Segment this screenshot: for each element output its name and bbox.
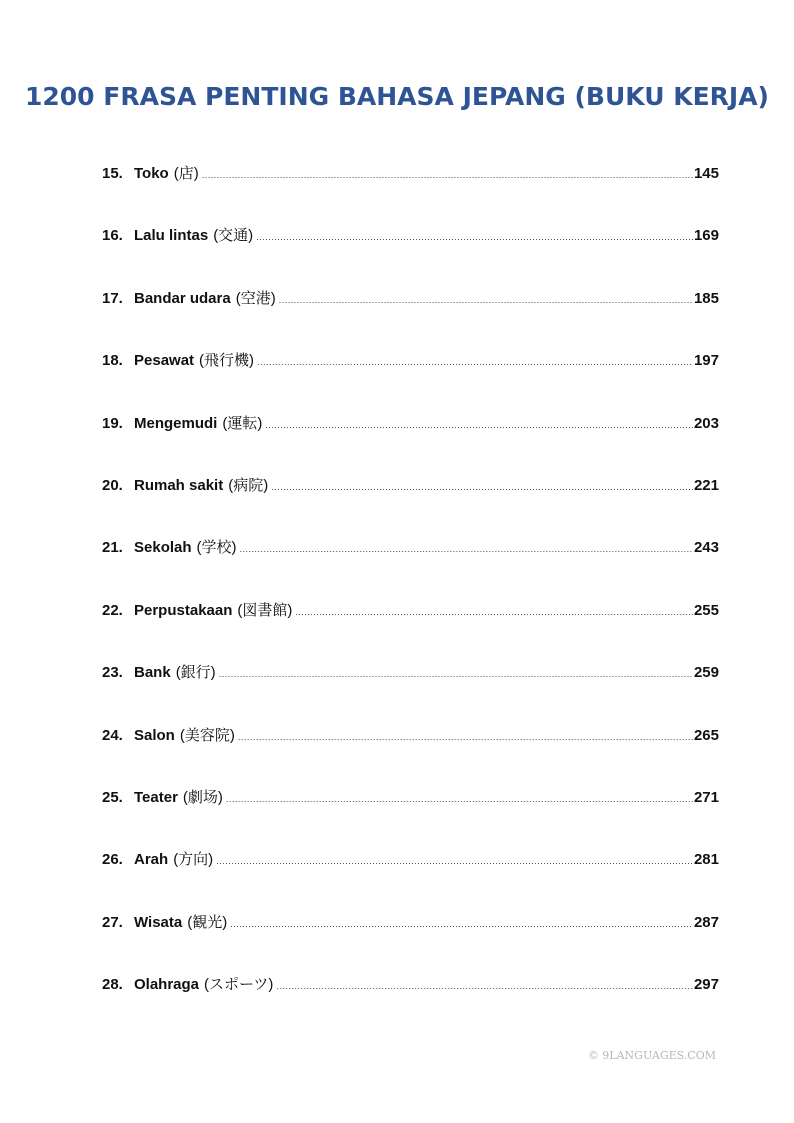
toc-entry-japanese: (観光) (187, 913, 228, 931)
toc-entry-page: 297 (693, 976, 719, 994)
toc-entry-number: 28. (102, 976, 123, 994)
toc-entry-label: Salon (134, 726, 175, 744)
toc-entry-japanese: (運転) (222, 414, 263, 432)
toc-entry-japanese: (劇场) (182, 788, 223, 806)
toc-entry-japanese: (銀行) (175, 664, 216, 682)
toc-entry-label: Olahraga (134, 976, 200, 994)
toc-entry-label: Arah (134, 851, 169, 869)
toc-entry-number: 27. (102, 913, 123, 931)
toc-entry[interactable] (102, 536, 719, 598)
dot-leader (226, 794, 693, 804)
toc-entry-japanese: (病院) (228, 476, 269, 494)
toc-entry-japanese: (学校) (196, 539, 237, 557)
toc-entry[interactable] (102, 661, 719, 723)
toc-entry-page: 169 (693, 227, 719, 245)
toc-entry-page: 281 (693, 851, 719, 869)
toc-entry-page: 221 (693, 476, 719, 494)
toc-entry-label: Wisata (134, 913, 183, 931)
dot-leader (240, 544, 693, 554)
toc-entry[interactable] (102, 349, 719, 411)
toc-entry-page: 243 (693, 539, 719, 557)
table-of-contents (102, 162, 719, 1035)
toc-entry-label: Bandar udara (134, 289, 231, 307)
dot-leader (202, 170, 693, 180)
toc-entry-number: 16. (102, 227, 123, 245)
dot-leader (257, 357, 693, 367)
toc-entry-page: 185 (693, 289, 719, 307)
toc-entry-label: Lalu lintas (134, 227, 209, 245)
toc-entry-page: 271 (693, 788, 719, 806)
toc-entry-number: 15. (102, 165, 123, 182)
toc-entry-japanese: (空港) (235, 289, 276, 307)
dot-leader (265, 420, 693, 430)
toc-entry[interactable] (102, 599, 719, 661)
toc-entry-label: Pesawat (134, 352, 195, 370)
toc-entry[interactable] (102, 911, 719, 973)
toc-entry-number: 24. (102, 726, 123, 744)
dot-leader (219, 669, 693, 679)
dot-leader (216, 856, 693, 866)
toc-entry-page: 197 (693, 352, 719, 370)
toc-entry[interactable] (102, 224, 719, 286)
toc-entry-number: 19. (102, 414, 123, 432)
copyright-watermark: © 9LANGUAGES.COM (587, 1049, 716, 1062)
toc-entry-label: Teater (134, 788, 178, 806)
toc-entry[interactable] (102, 786, 719, 848)
toc-entry-number: 20. (102, 476, 123, 494)
toc-entry-label: Rumah sakit (134, 476, 224, 494)
toc-entry-page: 145 (693, 165, 719, 182)
toc-entry-page: 259 (693, 664, 719, 682)
toc-entry[interactable] (102, 412, 719, 474)
toc-entry[interactable] (102, 724, 719, 786)
toc-entry[interactable] (102, 474, 719, 536)
toc-entry-page: 287 (693, 913, 719, 931)
toc-entry-japanese: (店) (173, 165, 199, 182)
toc-entry-number: 25. (102, 788, 123, 806)
toc-entry-label: Bank (134, 664, 171, 682)
dot-leader (271, 482, 693, 492)
toc-entry-page: 255 (693, 601, 719, 619)
toc-entry[interactable] (102, 848, 719, 910)
toc-entry-number: 17. (102, 289, 123, 307)
toc-entry-japanese: (方向) (173, 851, 214, 869)
toc-entry-number: 23. (102, 664, 123, 682)
dot-leader (256, 232, 693, 242)
toc-entry-japanese: (美容院) (179, 726, 235, 744)
toc-entry-page: 203 (693, 414, 719, 432)
toc-entry-page: 265 (693, 726, 719, 744)
toc-entry[interactable] (102, 973, 719, 1035)
toc-entry-japanese: (図書館) (237, 601, 293, 619)
toc-entry-number: 26. (102, 851, 123, 869)
dot-leader (238, 732, 693, 742)
dot-leader (279, 295, 693, 305)
dot-leader (230, 919, 693, 929)
toc-entry[interactable] (102, 162, 719, 224)
toc-entry-japanese: (飛行機) (199, 352, 255, 370)
toc-entry-label: Sekolah (134, 539, 192, 557)
dot-leader (295, 607, 693, 617)
toc-entry-japanese: (交通) (213, 227, 254, 245)
dot-leader (276, 981, 693, 991)
page-title: 1200 FRASA PENTING BAHASA JEPANG (BUKU KERJA) (25, 82, 769, 111)
toc-entry-label: Mengemudi (134, 414, 218, 432)
toc-entry-label: Perpustakaan (134, 601, 233, 619)
toc-entry-japanese: (スポーツ) (204, 976, 274, 994)
toc-entry-label: Toko (134, 165, 169, 182)
toc-entry-number: 21. (102, 539, 123, 557)
toc-entry-number: 22. (102, 601, 123, 619)
toc-entry[interactable] (102, 287, 719, 349)
toc-entry-number: 18. (102, 352, 123, 370)
